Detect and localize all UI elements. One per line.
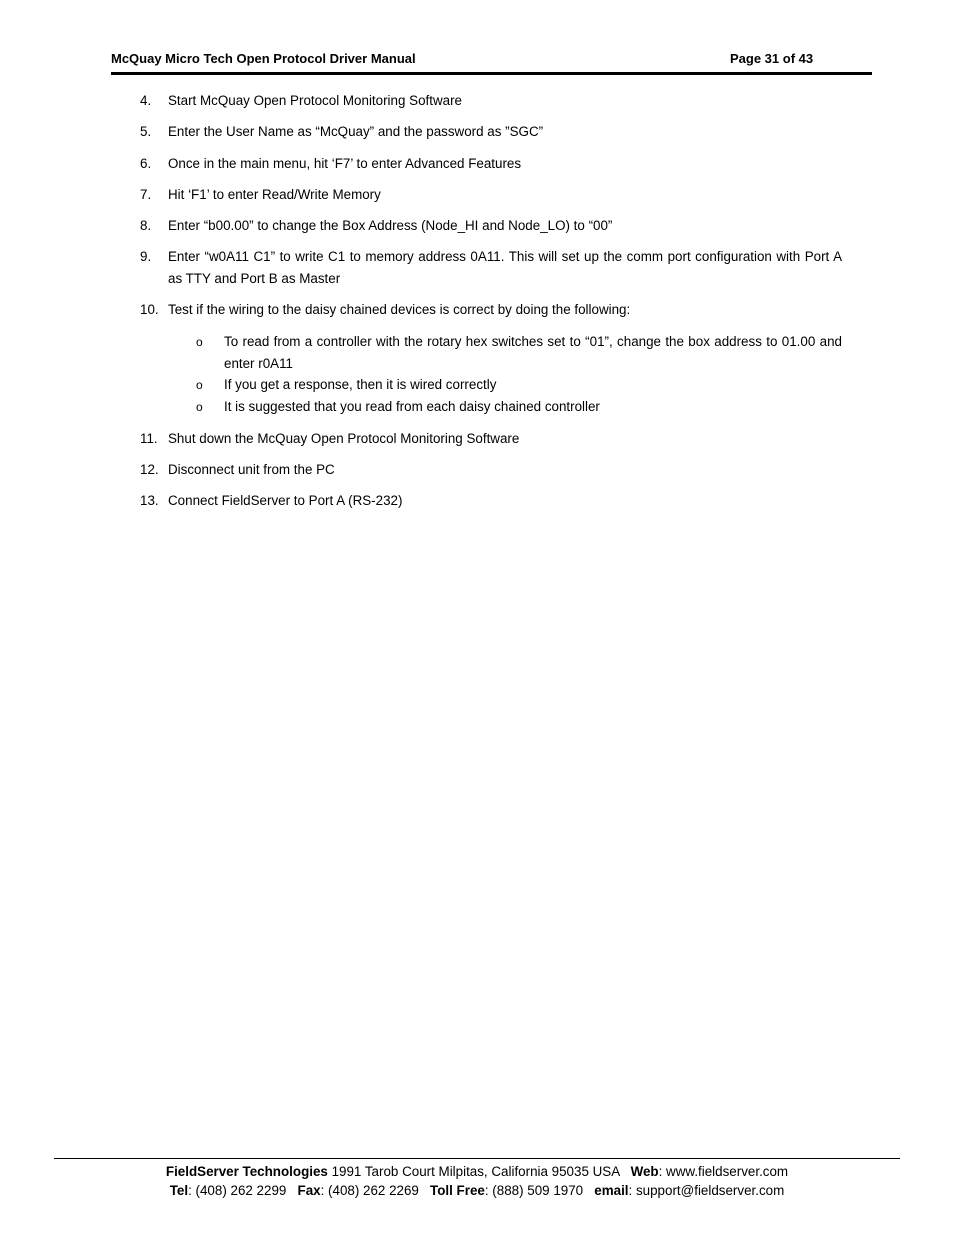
list-item-number: 11. <box>140 431 158 446</box>
footer-tollfree-value: : (888) 509 1970 <box>484 1183 595 1198</box>
footer-email-label: email <box>594 1183 629 1198</box>
page-header <box>111 50 871 70</box>
list-item-text: Disconnect unit from the PC <box>168 462 335 477</box>
bullet-icon: o <box>196 378 203 392</box>
list-item-text: Enter the User Name as “McQuay” and the password as ”SGC” <box>168 124 544 139</box>
document-title: McQuay Micro Tech Open Protocol Driver Manual <box>111 51 416 66</box>
list-item-number: 6. <box>140 156 152 171</box>
footer-address: 1991 Tarob Court Milpitas, California 95035 USA <box>327 1164 631 1179</box>
page-number: Page 31 of 43 <box>730 51 814 66</box>
list-item-number: 4. <box>140 93 152 108</box>
list-item-number: 7. <box>140 187 152 202</box>
list-item-number: 9. <box>140 249 152 264</box>
list-item-text: Connect FieldServer to Port A (RS-232) <box>168 493 403 508</box>
footer-fax-label: Fax <box>297 1183 321 1198</box>
sub-list-item-text: To read from a controller with the rotary hex switches set to “01”, change the box address to 01.00 and enter r0A11 <box>224 334 842 371</box>
list-item-number: 12. <box>140 462 159 477</box>
list-item-text: Enter “b00.00” to change the Box Address (Node_HI and Node_LO) to “00” <box>168 218 613 233</box>
footer-company: FieldServer Technologies <box>165 1164 328 1179</box>
footer-tollfree-label: Toll Free <box>430 1183 485 1198</box>
footer-email-link[interactable]: : support@fieldserver.com <box>628 1183 785 1198</box>
bullet-icon: o <box>196 400 203 414</box>
list-item-text: Enter “w0A11 C1” to write C1 to memory address 0A11. This will set up the comm port configuration with Port A as TTY and Port B as Master <box>168 249 842 286</box>
footer-tel-label: Tel <box>169 1183 189 1198</box>
footer-web-label: Web <box>630 1164 659 1179</box>
footer-divider <box>54 1158 900 1159</box>
sub-list-item-text: It is suggested that you read from each daisy chained controller <box>224 399 600 414</box>
list-item-number: 8. <box>140 218 152 233</box>
list-item-text: Hit ‘F1’ to enter Read/Write Memory <box>168 187 381 202</box>
list-item-text: Test if the wiring to the daisy chained devices is correct by doing the following: <box>168 302 631 317</box>
footer-line-2 <box>54 1181 900 1200</box>
list-item-text: Shut down the McQuay Open Protocol Monitoring Software <box>168 431 520 446</box>
bullet-icon: o <box>196 335 203 349</box>
footer-tel-value: : (408) 262 2299 <box>188 1183 298 1198</box>
header-divider <box>111 72 872 75</box>
list-item-text: Once in the main menu, hit ‘F7’ to enter Advanced Features <box>168 156 522 171</box>
footer-line-1 <box>54 1162 900 1181</box>
list-item-number: 13. <box>140 493 159 508</box>
list-item-number: 10. <box>140 302 159 317</box>
sub-list-item-text: If you get a response, then it is wired correctly <box>224 377 497 392</box>
footer-web-link[interactable]: : www.fieldserver.com <box>658 1164 789 1179</box>
list-item-number: 5. <box>140 124 152 139</box>
list-item-text: Start McQuay Open Protocol Monitoring Software <box>168 93 462 108</box>
footer-fax-value: : (408) 262 2269 <box>320 1183 431 1198</box>
